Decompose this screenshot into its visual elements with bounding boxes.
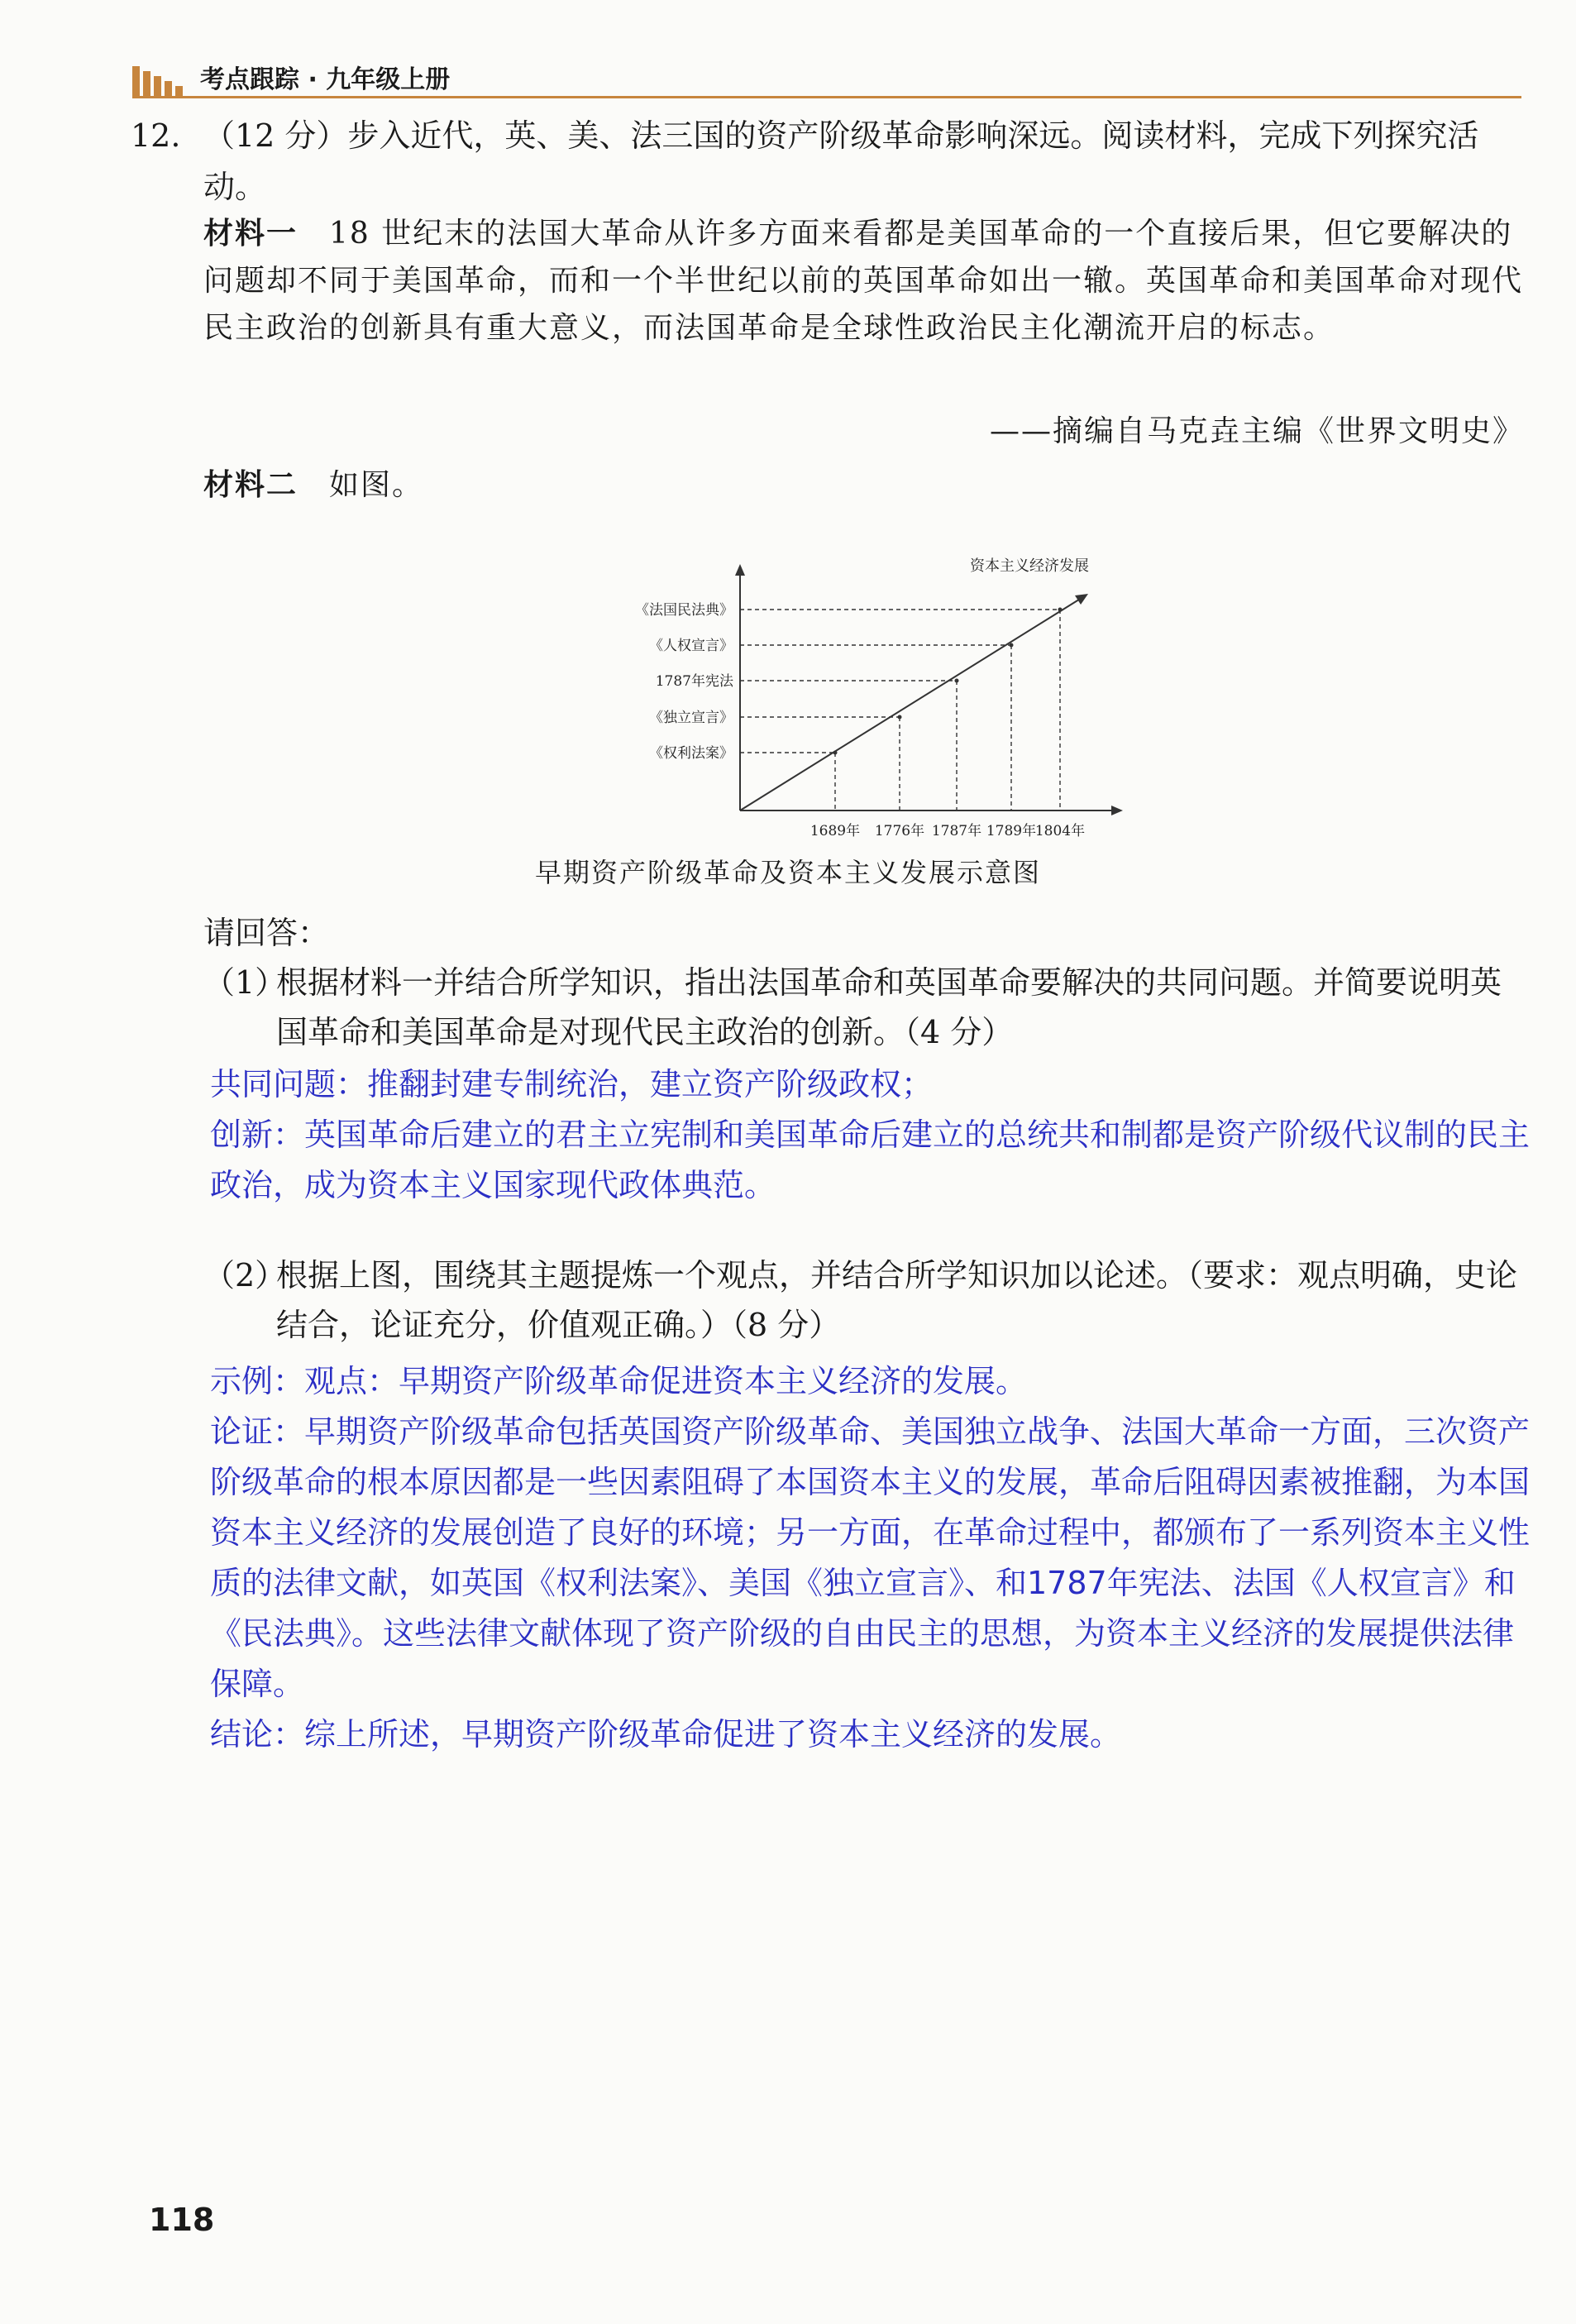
answer-1-line-1: 共同问题：推翻封建专制统治，建立资产阶级政权； (210, 1066, 934, 1102)
page-header (132, 65, 1521, 98)
material-one-source: ——摘编自马克垚主编《世界文明史》 (989, 414, 1524, 448)
data-point-4 (1010, 643, 1014, 648)
material-two-text: 如图。 (329, 468, 424, 502)
sub-question-2 (203, 1250, 1524, 1350)
x-tick-label-4: 1789年 (986, 823, 1037, 839)
question-12 (131, 110, 1524, 213)
material-one-label: 材料一 (203, 217, 298, 251)
y-tick-label-3: 1787年宪法 (655, 673, 733, 690)
material-one (203, 210, 1524, 351)
answer-2-line-3: 结论：综上所述，早期资产阶级革命促进了资本主义经济的发展。 (210, 1716, 1122, 1753)
book-bars-icon (132, 65, 184, 96)
x-axis-arrow (1111, 806, 1123, 815)
question-number: 12. (131, 117, 181, 154)
data-point-3 (955, 679, 959, 683)
trend-line (740, 598, 1082, 811)
header-title: 考点跟踪 · 九年级上册 (200, 65, 451, 94)
page-number: 118 (149, 2202, 215, 2238)
sub-question-2-text: 根据上图，围绕其主题提炼一个观点，并结合所学知识加以论述。（要求：观点明确，史论结合，论证充分，价值观正确。）（8 分） (276, 1257, 1518, 1343)
revolution-chart (579, 546, 1158, 877)
x-tick-label-3: 1787年 (931, 823, 982, 839)
data-point-1 (833, 751, 838, 755)
figure-caption: 早期资产阶级革命及资本主义发展示意图 (534, 857, 1041, 888)
material-two-label: 材料二 (203, 468, 298, 502)
material-one-text: 18 世纪末的法国大革命从许多方面来看都是美国革命的一个直接后果，但它要解决的问题却不同于美国革命，而和一个半世纪以前的英国革命如出一辙。英国革命和美国革命对现代民主政治的创新具有重大意义，而法国革命是全球性政治民主化潮流开启的标志。 (203, 217, 1524, 345)
answer-2-line-1: 示例：观点：早期资产阶级革命促进资本主义经济的发展。 (210, 1363, 1028, 1399)
please-answer: 请回答： (203, 915, 330, 951)
answer-1 (210, 1059, 1533, 1211)
x-tick-label-5: 1804年 (1034, 823, 1086, 839)
chart-title: 资本主义经济发展 (970, 557, 1089, 575)
data-point-5 (1058, 608, 1063, 612)
x-tick-label-2: 1776年 (874, 823, 925, 839)
chart-svg (579, 546, 1158, 877)
y-tick-label-5: 《法国民法典》 (635, 602, 733, 619)
y-tick-label-2: 《独立宣言》 (649, 710, 733, 726)
trend-arrow (1075, 594, 1088, 605)
sub-question-1 (203, 958, 1524, 1057)
y-axis-arrow (735, 564, 745, 576)
answer-2 (210, 1356, 1533, 1760)
answer-2-line-2: 论证：早期资产阶级革命包括英国资产阶级革命、美国独立战争、法国大革命一方面，三次资产阶级革命的根本原因都是一些因素阻碍了本国资本主义的发展，革命后阻碍因素被推翻，为本国资本主义经济的发展创造了良好的环境；另一方面，在革命过程中，都颁布了一系列资本主义性质的法律文献，如英国《权利法案》、美国《独立宣言》、和1787年宪法、法国《人权宣言》和《民法典》。这些法律文献体现了资产阶级的自由民主的思想，为资本主义经济的发展提供法律保障。 (210, 1413, 1531, 1702)
data-point-2 (898, 715, 902, 720)
sub-question-1-number: （1） (203, 964, 287, 1001)
y-tick-label-1: 《权利法案》 (649, 745, 733, 762)
material-two (203, 461, 423, 509)
sub-question-1-text: 根据材料一并结合所学知识，指出法国革命和英国革命要解决的共同问题。并简要说明英国革命和美国革命是对现代民主政治的创新。（4 分） (276, 964, 1502, 1050)
header-rule (132, 96, 1521, 98)
question-stem: （12 分）步入近代，英、美、法三国的资产阶级革命影响深远。阅读材料，完成下列探究活动。 (203, 117, 1479, 205)
y-tick-label-4: 《人权宣言》 (649, 638, 733, 654)
x-tick-label-1: 1689年 (809, 823, 861, 839)
answer-1-line-2: 创新：英国革命后建立的君主立宪制和美国革命后建立的总统共和制都是资产阶级代议制的民主政治，成为资本主义国家现代政体典范。 (210, 1117, 1531, 1203)
sub-question-2-number: （2） (203, 1257, 287, 1294)
